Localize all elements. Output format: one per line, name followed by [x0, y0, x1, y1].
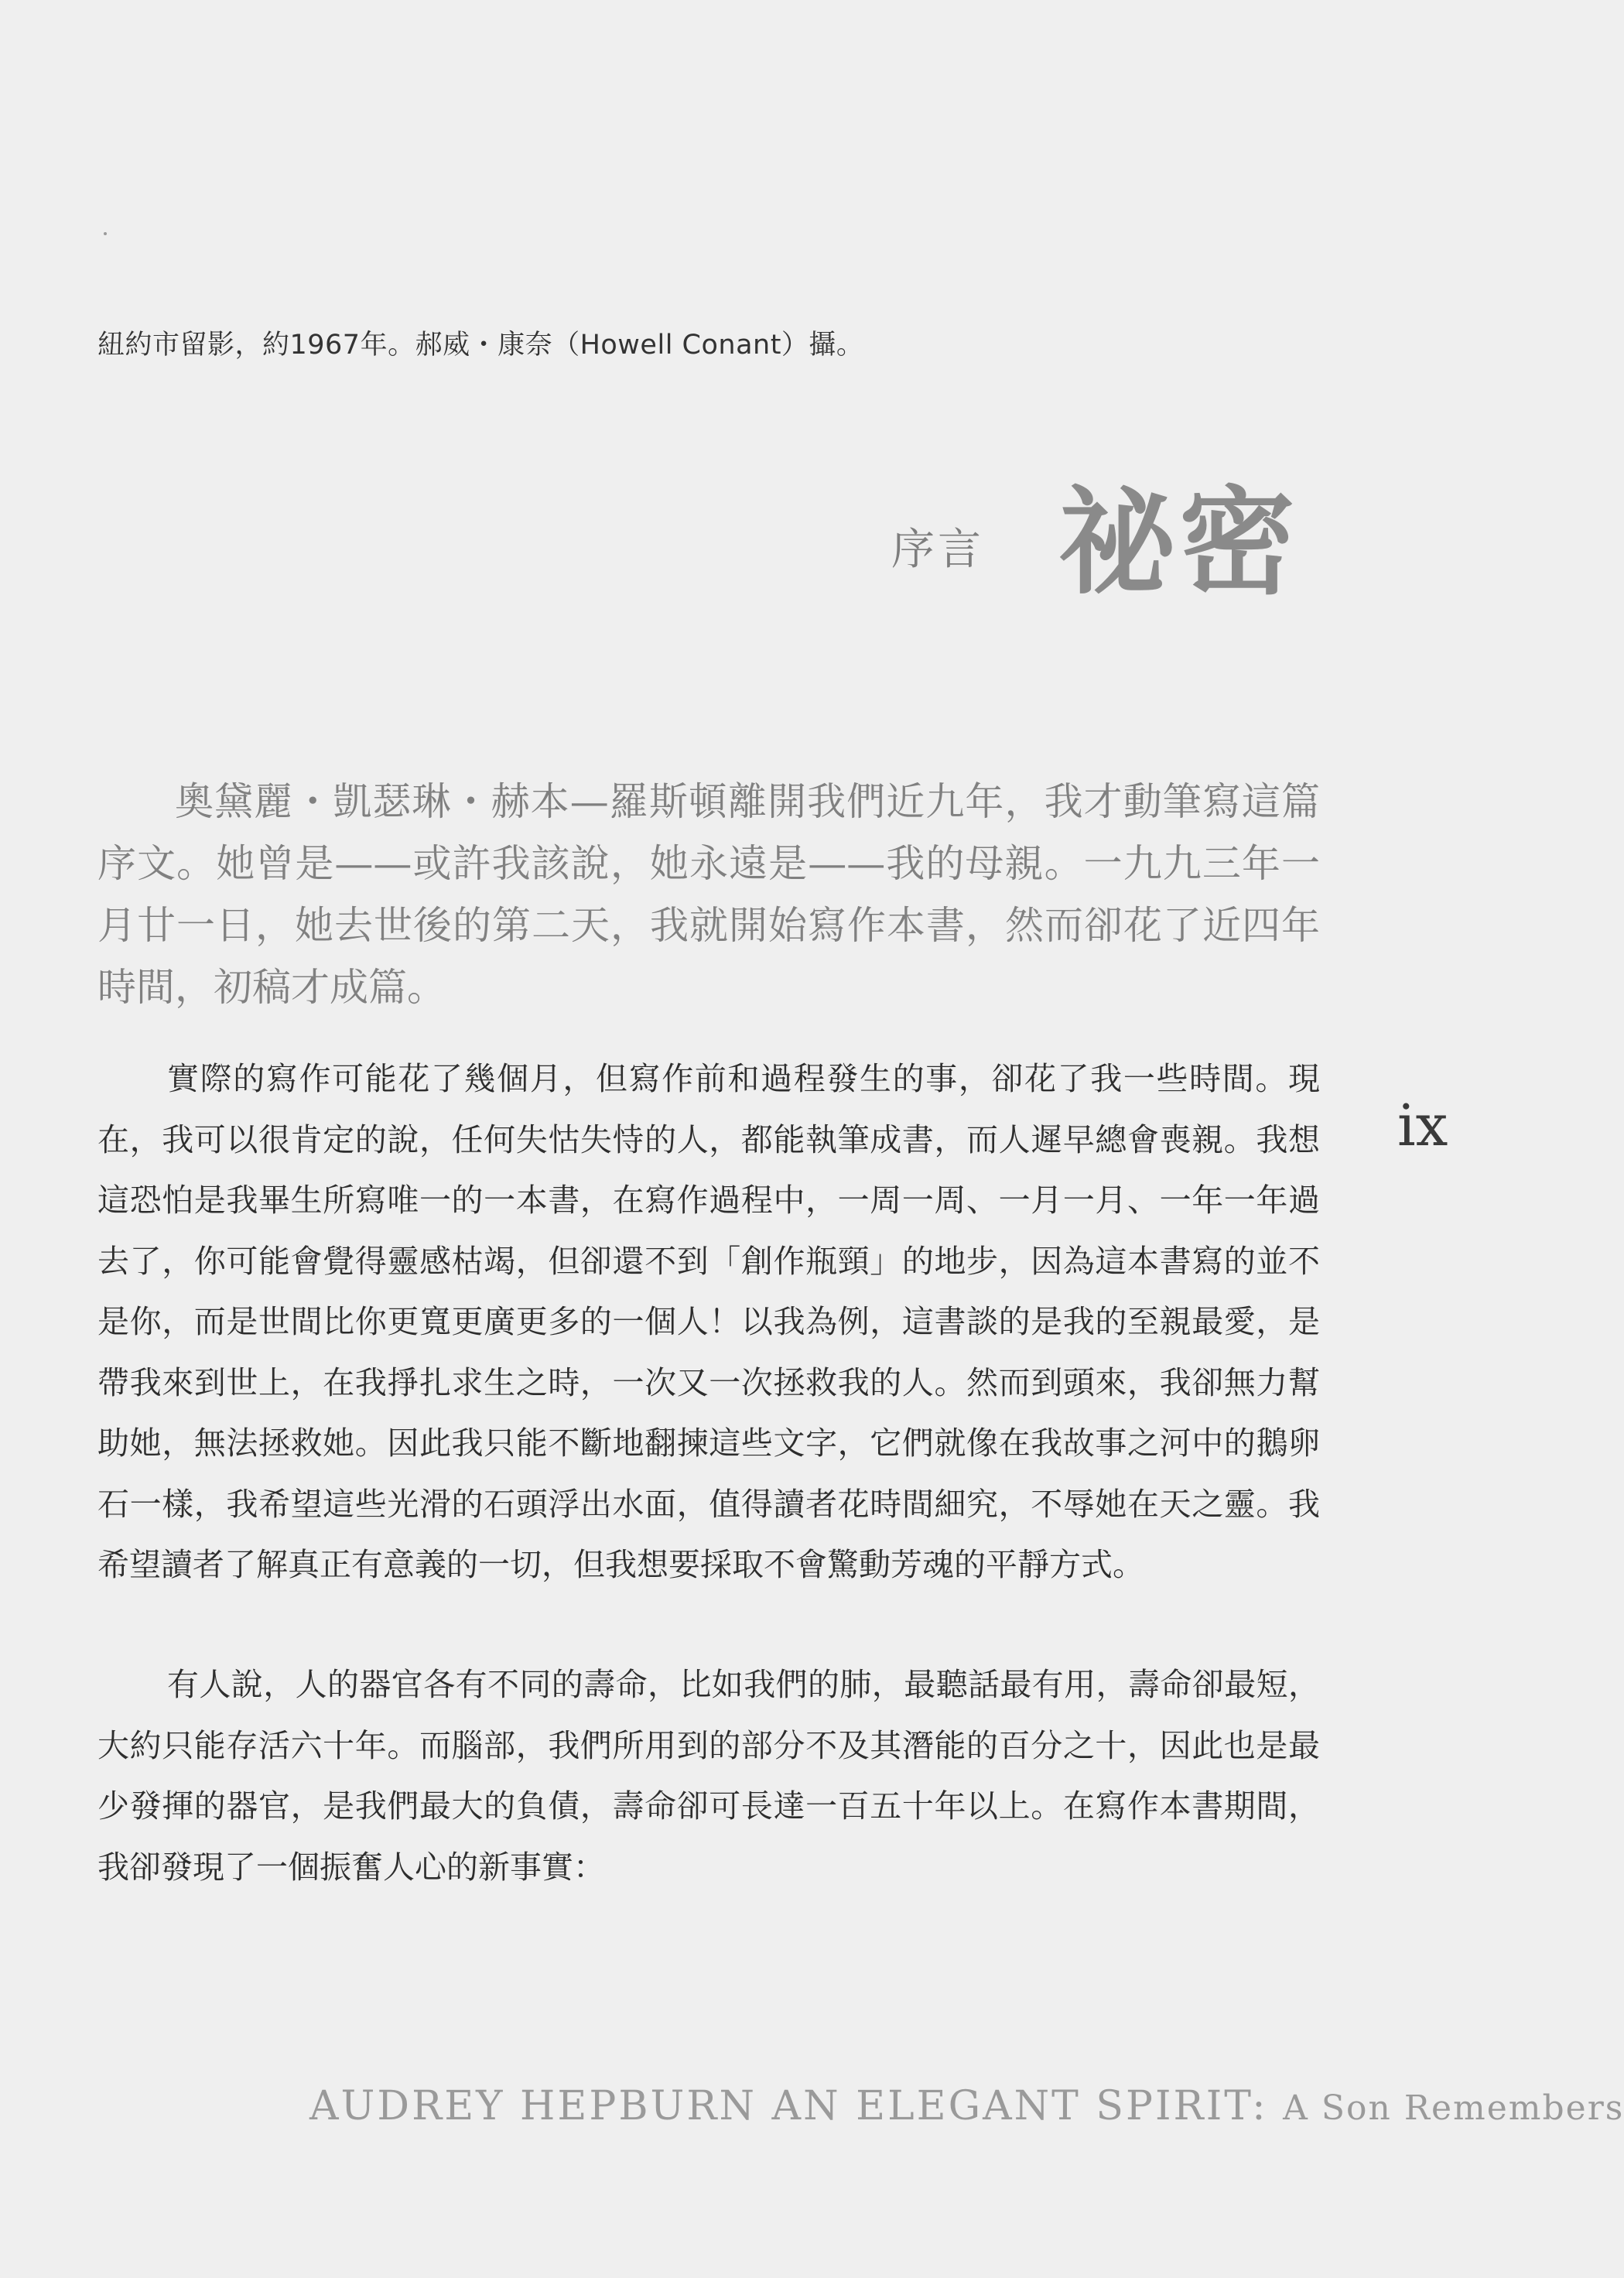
body-paragraph: 實際的寫作可能花了幾個月，但寫作前和過程發生的事，卻花了我一些時間。現在，我可以很肯定的說，任何失怙失恃的人，都能執筆成書，而人遲早總會喪親。我想這恐怕是我畢生所寫唯一的一本書，在寫作過程中，一周一周、一月一月、一年一年過去了，你可能會覺得靈感枯竭，但卻還不到「創作瓶頸」的地步，因為這本書寫的並不是你，而是世間比你更寬更廣更多的一個人！以我為例，這書談的是我的至親最愛，是帶我來到世上，在我掙扎求生之時，一次又一次拯救我的人。然而到頭來，我卻無力幫助她，無法拯救她。因此我只能不斷地翻揀這些文字，它們就像在我故事之河中的鵝卵石一樣，我希望這些光滑的石頭浮出水面，值得讀者花時間細究，不辱她在天之靈。我希望讀者了解真正有意義的一切，但我想要採取不會驚動芳魂的平靜方式。: [97, 1060, 1320, 1583]
lead-paragraph: 奧黛麗・凱瑟琳・赫本—羅斯頓離開我們近九年，我才動筆寫這篇序文。她曾是——或許我該說，她永遠是——我的母親。一九九三年一月廿一日，她去世後的第二天，我就開始寫作本書，然而卻花了近四年時間，初稿才成篇。: [97, 779, 1320, 1010]
footer-book-title: AUDREY HEPBURN AN ELEGANT SPIRIT:: [309, 2083, 1268, 2129]
stray-mark: [104, 232, 107, 235]
section-label: 序言: [891, 525, 984, 575]
chapter-title: 祕密: [1058, 474, 1301, 611]
footer-subtitle: A Son Remembers: [1283, 2088, 1624, 2128]
page-number: ix: [1397, 1093, 1448, 1159]
photo-caption: 紐約市留影，約1967年。郝威・康奈（Howell Conant）攝。: [97, 330, 864, 361]
running-footer: [309, 2083, 1624, 2129]
body-paragraph: 有人說，人的器官各有不同的壽命，比如我們的肺，最聽話最有用，壽命卻最短，大約只能存活六十年。而腦部，我們所用到的部分不及其潛能的百分之十，因此也是最少發揮的器官，是我們最大的負債，壽命卻可長達一百五十年以上。在寫作本書期間，我卻發現了一個振奮人心的新事實：: [97, 1666, 1320, 1886]
